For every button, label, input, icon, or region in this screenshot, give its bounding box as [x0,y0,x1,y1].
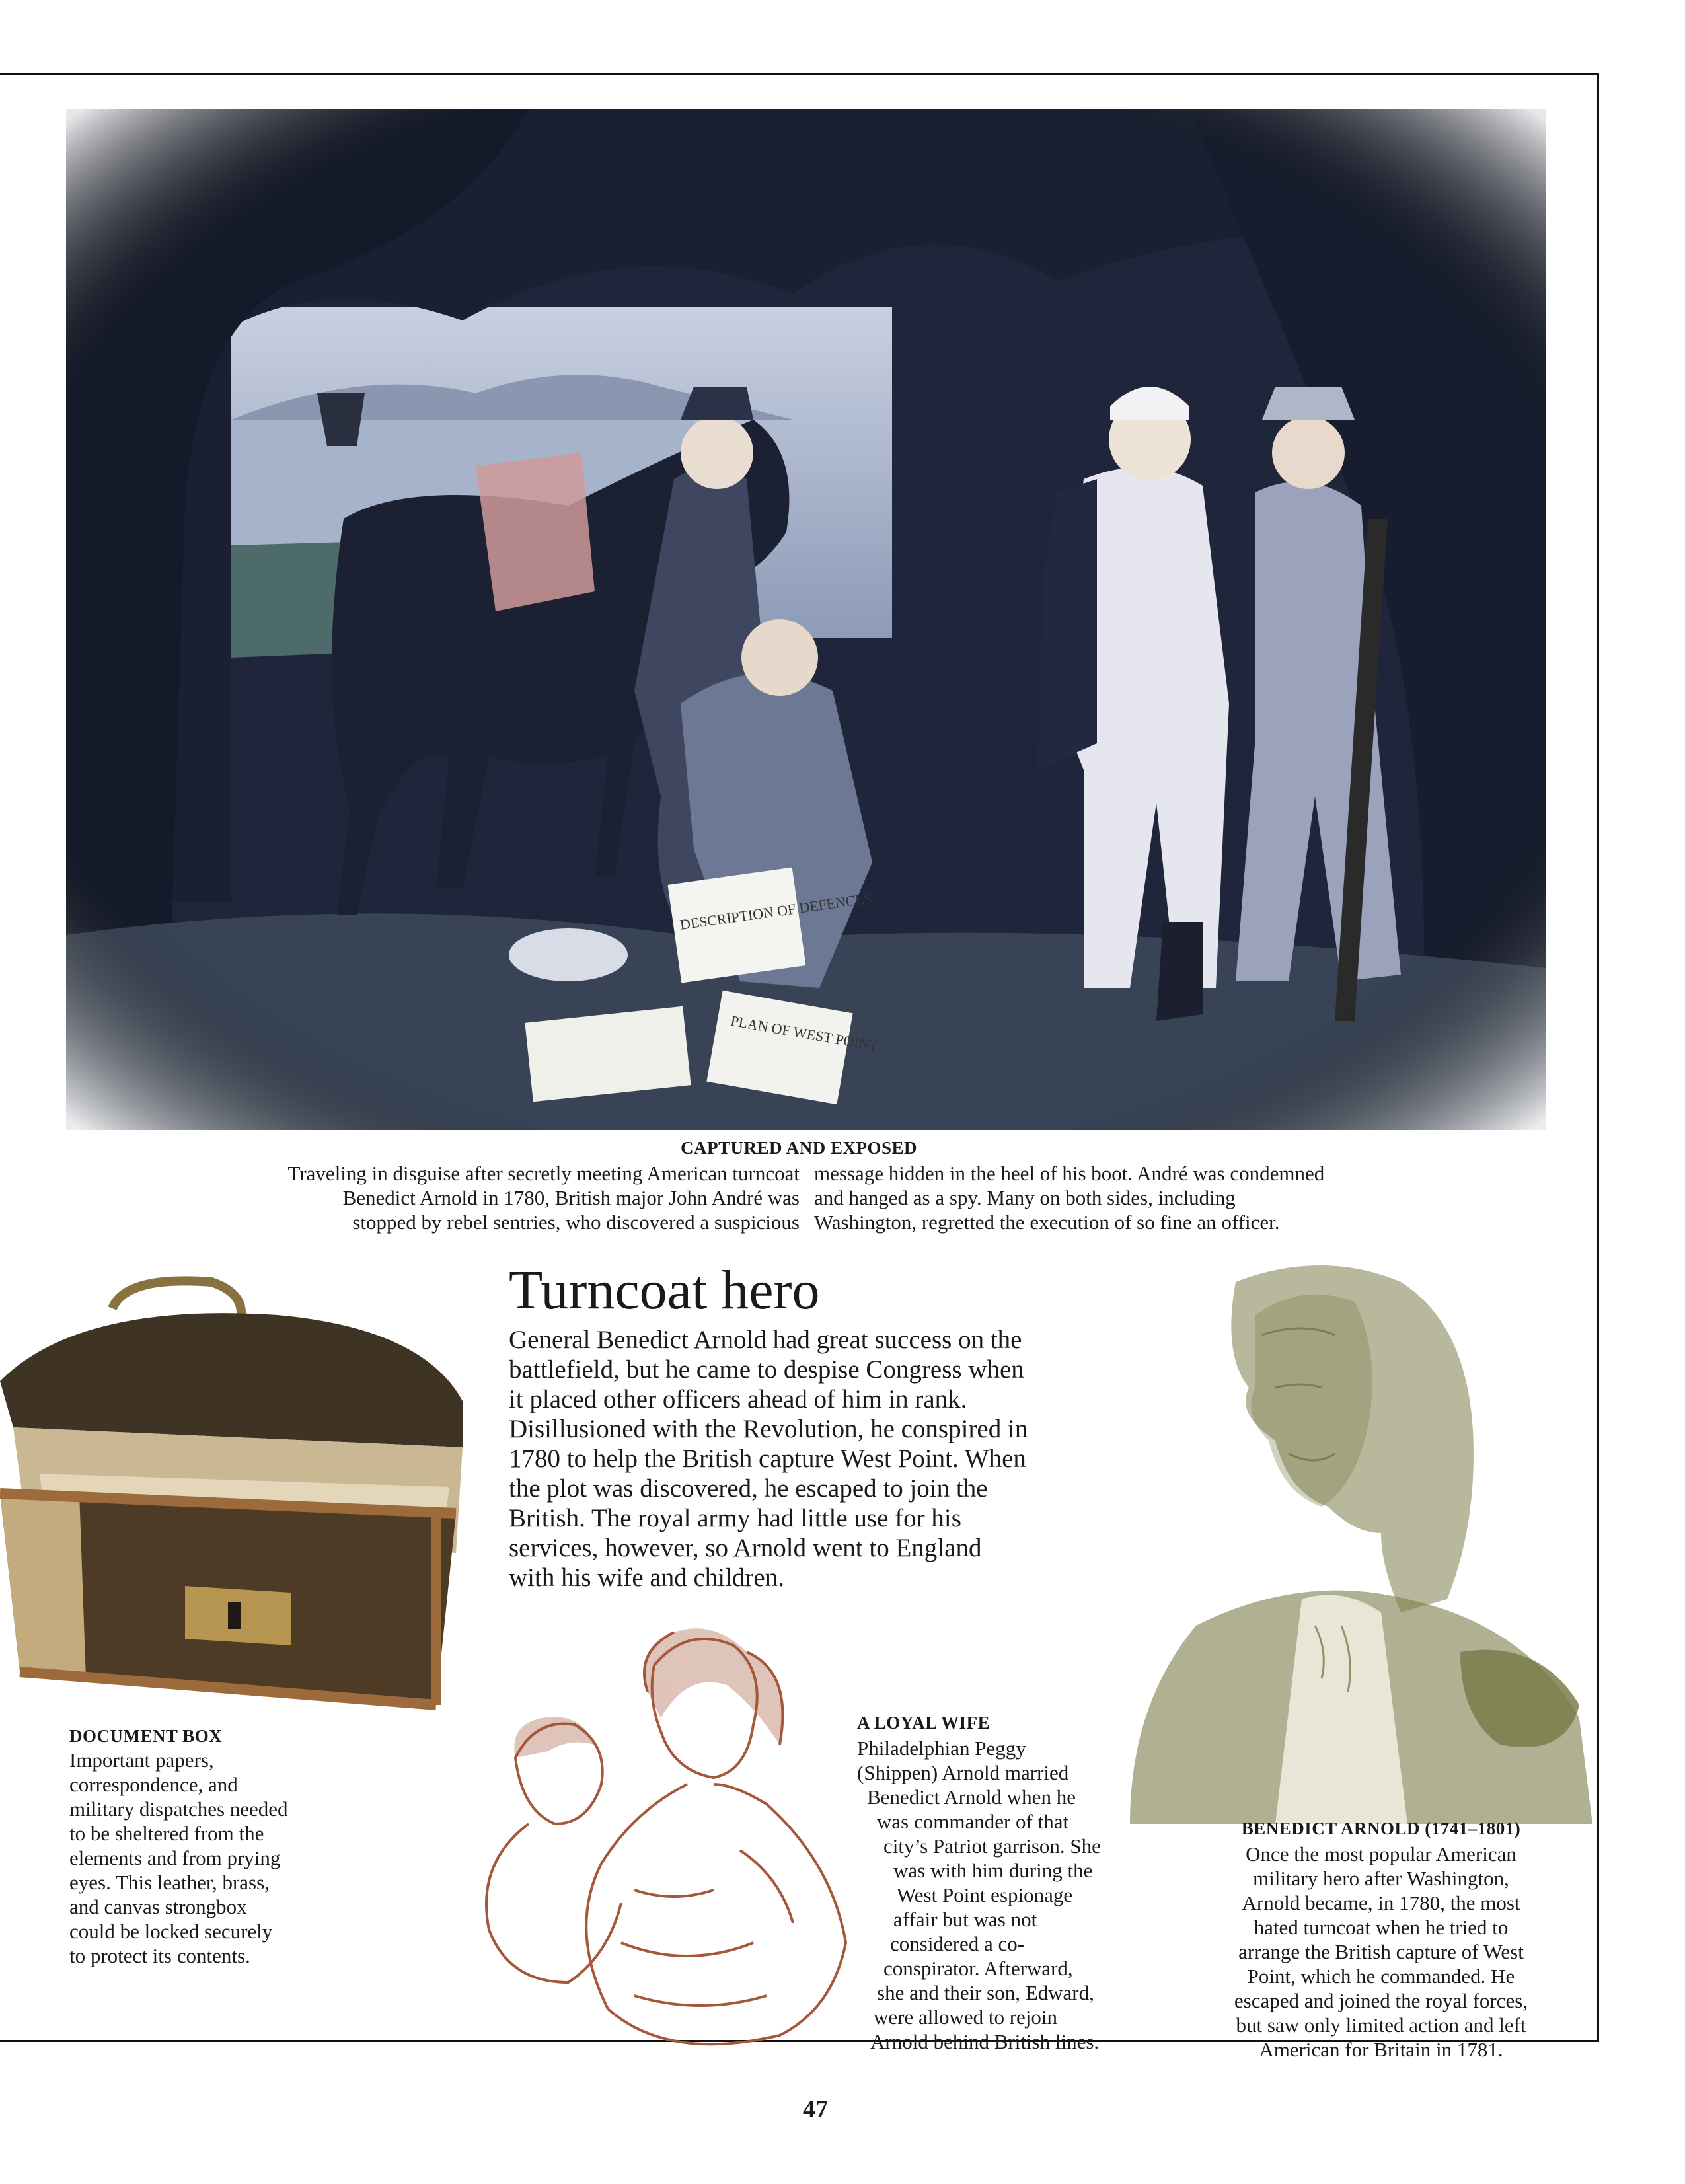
caption-line: eyes. This leather, brass, [69,1871,270,1894]
caption-line: Traveling in disguise after secretly meeting American turncoat [287,1162,800,1185]
loyal-wife-title: A LOYAL WIFE [857,1713,991,1733]
caption-line: American for Britain in 1781. [1259,2038,1503,2061]
caption-line: hated turncoat when he tried to [1254,1916,1509,1939]
peggy-shippen-portrait [436,1612,859,2068]
article-body [509,1325,1143,1593]
caption-line: elements and from prying [69,1846,281,1869]
captured-caption-title: CAPTURED AND EXPOSED [681,1138,918,1158]
benedict-arnold-portrait [1104,1256,1606,1824]
arnold-caption [1189,1842,1573,2062]
arnold-caption-title: BENEDICT ARNOLD (1741–1801) [1241,1819,1521,1838]
caption-line: escaped and joined the royal forces, [1234,1989,1528,2012]
caption-line: affair but was not [893,1908,1037,1931]
caption-line: were allowed to rejoin [874,2006,1058,2029]
caption-line: could be locked securely [69,1920,273,1943]
article-line: General Benedict Arnold had great success on the [509,1326,1022,1354]
article-line: the plot was discovered, he escaped to join the [509,1474,988,1503]
caption-line: Important papers, [69,1749,214,1772]
caption-line: Benedict Arnold in 1780, British major John André was [342,1186,800,1209]
document-box-title: DOCUMENT BOX [69,1726,223,1746]
article-line: Disillusioned with the Revolution, he conspired in [509,1415,1028,1443]
caption-line: was with him during the [893,1859,1093,1882]
article-line: with his wife and children. [509,1563,784,1592]
caption-line: Philadelphian Peggy [857,1737,1026,1760]
caption-line: and hanged as a spy. Many on both sides, including [814,1186,1236,1209]
article-line: 1780 to help the British capture West Point. When [509,1445,1026,1473]
caption-line: arrange the British capture of West [1238,1940,1524,1963]
caption-line: Benedict Arnold when he [867,1786,1076,1809]
document-box-image [0,1275,476,1712]
caption-line: Once the most popular American [1246,1842,1516,1865]
caption-line: and canvas strongbox [69,1895,247,1918]
caption-line: city’s Patriot garrison. She [883,1834,1101,1858]
article-line: it placed other officers ahead of him in rank. [509,1385,967,1413]
captured-caption-right [814,1161,1462,1234]
capture-scene-illustration [66,109,1546,1130]
article-heading: Turncoat hero [509,1260,820,1321]
article-line: British. The royal army had little use for his [509,1504,961,1532]
caption-line: West Point espionage [897,1883,1073,1906]
document-box-caption [69,1748,387,1968]
article-line: services, however, so Arnold went to England [509,1534,982,1562]
caption-line: correspondence, and [69,1773,238,1796]
caption-line: military dispatches needed [69,1797,288,1821]
caption-line: considered a co- [890,1932,1025,1955]
article-line: battlefield, but he came to despise Congress when [509,1355,1024,1384]
caption-line: she and their son, Edward, [877,1981,1094,2004]
caption-line: Washington, regretted the execution of so fine an officer. [814,1211,1280,1234]
page-number: 47 [803,2095,828,2123]
caption-line: message hidden in the heel of his boot. André was condemned [814,1162,1325,1185]
caption-line: (Shippen) Arnold married [857,1761,1069,1784]
caption-line: military hero after Washington, [1253,1867,1509,1890]
caption-line: to be sheltered from the [69,1822,264,1845]
caption-line: stopped by rebel sentries, who discovered a suspicious [352,1211,800,1234]
caption-line: but saw only limited action and left [1236,2014,1526,2037]
caption-line: was commander of that [877,1810,1069,1833]
caption-line: Arnold behind British lines. [870,2030,1100,2053]
caption-line: Arnold became, in 1780, the most [1242,1891,1520,1914]
caption-line: to protect its contents. [69,1944,250,1967]
caption-line: conspirator. Afterward, [883,1957,1073,1980]
captured-caption-left [152,1161,800,1234]
caption-line: Point, which he commanded. He [1247,1965,1515,1988]
